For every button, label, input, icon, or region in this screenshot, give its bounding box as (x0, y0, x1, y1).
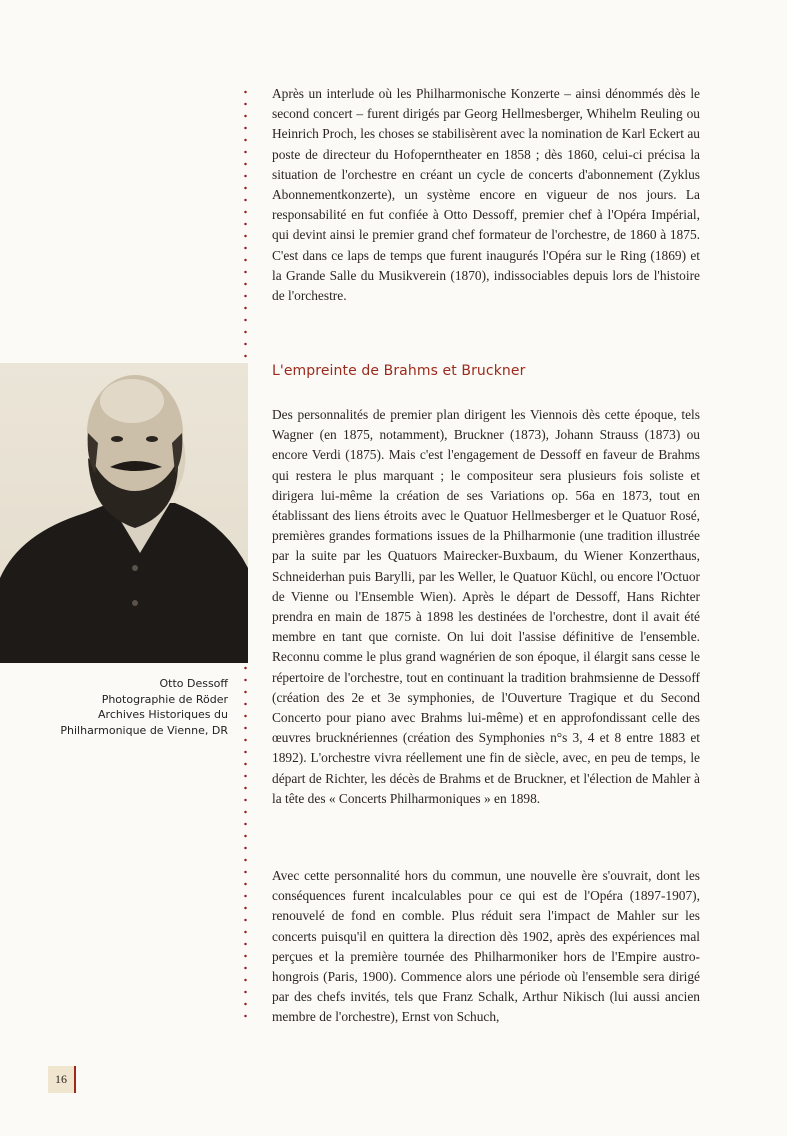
paragraph-3 (272, 866, 700, 1028)
photo-caption (40, 676, 228, 738)
paragraph-1-text: Après un interlude où les Philharmonische Konzerte – ainsi dénommés dès le second concert – furent dirigés par Georg Hellmesberger, Whihelm Reuling ou Heinrich Proch, les choses se stabilisèrent avec la nomination de Karl Eckert au poste de directeur du Hofoperntheater en 1858 ; dès 1860, celui-ci précisa la situation de l'orchestre en créant un cycle de concerts d'abonnement (Zyklus Abonnementkonzerte), un système encore en vigueur de nos jours. La responsabilité en fut confiée à Otto Dessoff, premier chef à l'Opéra Impérial, qui devint ainsi le premier grand chef formateur de l'orchestre, de 1860 à 1875. C'est dans ce laps de temps que furent inaugurés l'Opéra sur le Ring (1869) et la Grande Salle du Musikverein (1870), indissociables depuis lors de l'histoire de l'orchestre. (272, 86, 700, 304)
paragraph-3-text: Avec cette personnalité hors du commun, une nouvelle ère s'ouvrait, dont les conséquences furent incalculables pour ce qui est de l'Opéra (1897-1907), renouvelé de fond en comble. Plus réduit sera l'impact de Mahler sur les concerts puisqu'il en quittera la direction dès 1902, après des expériences mal perçues et la première tournée des Philharmoniker hors de l'Empire austro-hongrois (Paris, 1900). Commence alors une période où l'ensemble sera dirigé par des chefs invités, tels que Franz Schalk, Arthur Nikisch (lui aussi ancien membre de l'orchestre), Ernst von Schuch, (272, 868, 700, 1025)
paragraph-2 (272, 405, 700, 809)
portrait-illustration (0, 363, 248, 663)
caption-line-2: Photographie de Röder (101, 692, 228, 706)
paragraph-1 (272, 84, 700, 306)
caption-line-3: Archives Historiques du (98, 708, 228, 721)
portrait-photo (0, 363, 248, 663)
page-number: 16 (48, 1066, 76, 1093)
section-heading: L'empreinte de Brahms et Bruckner (272, 363, 526, 379)
caption-line-4: Philharmonique de Vienne, DR (60, 723, 228, 737)
caption-line-1: Otto Dessoff (159, 677, 228, 690)
paragraph-2-text: Des personnalités de premier plan dirigent les Viennois dès cette époque, tels Wagner (en 1875, notamment), Bruckner (1873), Johann Strauss (1873) ou encore Verdi (1875). Mais c'est l'engagement de Dessoff en faveur de Brahms qui restera le plus marquant ; le compositeur sera plusieurs fois soliste et dirigera lui-même la création de ses Variations op. 56a en 1873, tout en établissant des liens étroits avec le Quatuor Hellmesberger et le Quatuor Rosé, premières grandes formations issues de la Philharmonie (une tradition illustrée par la suite par les Quatuors Mairecker-Buxbaum, du Wiener Konzerthaus, Schneiderhan puis Barylli, par les Weller, le Quatuor Küchl, ou encore l'Octuor de Vienne ou l'Ensemble Wien). Après le départ de Dessoff, Hans Richter prendra en main de 1875 à 1898 les destinées de l'orchestre, dont il avait été membre en tant que corniste. On lui doit l'assise définitive de l'ensemble. Reconnu comme le plus grand wagnérien de son époque, il élargit sans cesse le répertoire de l'orchestre, tout en continuant la tradition brahmsienne de Dessoff (création des 2e et 3e symphonies, de l'Ouverture Tragique et du Second Concerto pour piano avec Brahms lui-même) et en approfondissant celle des œuvres brucknériennes (création des Symphonies n°s 3, 4 et 8 entre 1883 et 1892). L'orchestre vivra réellement une fin de siècle, avec, en peu de temps, le départ de Richter, les décès de Brahms et de Bruckner, et l'élection de Mahler à la tête des « Concerts Philharmoniques » en 1898. (272, 407, 700, 806)
